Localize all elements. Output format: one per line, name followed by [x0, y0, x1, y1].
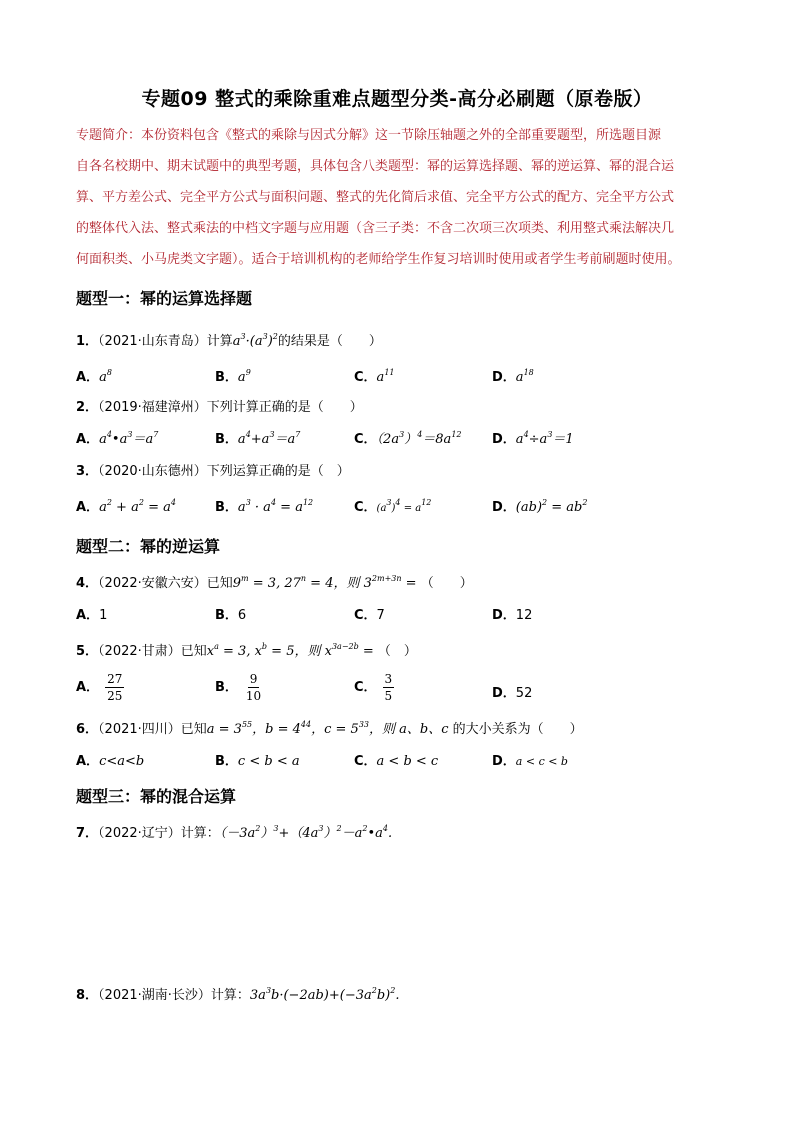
- question-formula: $(-3a^2)^3+(4a^3)^2-a^2•a^4$.: [219, 824, 393, 841]
- question-source: （2021·山东青岛）计算: [98, 334, 233, 349]
- section-heading-2: 题型二：幂的逆运算: [76, 537, 221, 556]
- question-5-options: [76, 672, 726, 708]
- option-b: B．$a^4+a^3=a^7$: [215, 430, 301, 447]
- option-d: D．12: [492, 608, 533, 623]
- question-text: （2020·山东德州）下列运算正确的是（ ）: [98, 464, 350, 479]
- question-3: 3．（2020·山东德州）下列运算正确的是（ ）: [76, 464, 350, 479]
- option-c: C． $\frac{3}{5}$: [354, 672, 393, 703]
- question-source: （2022·甘肃）已知: [98, 644, 207, 659]
- option-b: B．$a^3 \cdot a^4 = a^{12}$: [215, 498, 314, 515]
- option-a: A．$a^2 + a^2 = a^4$: [76, 498, 176, 515]
- option-a: A．$a^8$: [76, 368, 112, 385]
- option-b: B． $\frac{9}{10}$: [215, 672, 262, 703]
- question-5: 5．（2022·甘肃）已知$x^a = 3$, $x^b = 5$，则 $x^{3a-2b}$ = （ ）: [76, 642, 417, 659]
- option-d: D．a < c < b: [492, 754, 568, 769]
- option-c: C．$a^{11}$: [354, 368, 395, 385]
- section-heading-1: 题型一：幂的运算选择题: [76, 289, 253, 308]
- option-c: C．$(a^3)^4 = a^{12}$: [354, 498, 432, 515]
- option-c: C．7: [354, 608, 385, 623]
- question-number: 1．: [76, 334, 99, 349]
- question-source: （2021·四川）已知: [98, 722, 207, 737]
- intro-line: 算、平方差公式、完全平方公式与面积问题、整式的先化简后求值、完全平方公式的配方、完全平方公式: [76, 190, 675, 205]
- question-formula: $9^m = 3$, $27^n = 4$，则 $3^{2m+3n}$ =: [232, 574, 421, 591]
- intro-line: 的整体代入法、整式乘法的中档文字题与应用题（含三子类：不含二次项三次项类、利用整式乘法解决几: [76, 221, 675, 236]
- option-b: B．c < b < a: [215, 754, 300, 769]
- option-a: A．$a^4•a^3=a^7$: [76, 430, 159, 447]
- question-tail: 的大小关系为（ ）: [452, 722, 583, 737]
- option-d: D．$(ab)^2 = ab^2$: [492, 498, 588, 515]
- question-source: （2021·湖南·长沙）计算：: [98, 988, 250, 1003]
- question-tail: （ ）: [420, 576, 473, 591]
- question-1: [76, 330, 382, 349]
- option-c: C．a < b < c: [354, 754, 439, 769]
- question-formula: $a = 3^{55}$，$b = 4^{44}$，$c = 5^{33}$，则 a、b、c: [206, 720, 453, 737]
- question-source: （2022·安徽六安）已知: [98, 576, 233, 591]
- option-c: C．$(2a^3)^4=8a^{12}$: [354, 430, 462, 447]
- option-a: A． $\frac{27}{25}$: [76, 672, 123, 703]
- question-formula: $a^3\cdot(a^3)^2$: [232, 332, 278, 349]
- option-d: D．$a^{18}$: [492, 368, 534, 385]
- option-b: B．$a^9$: [215, 368, 251, 385]
- question-formula: $3a^3b\cdot(-2ab)+(-3a^2b)^2$.: [249, 986, 400, 1003]
- question-4: 4．（2022·安徽六安）已知$9^m = 3$, $27^n = 4$，则 $3^{2m+3n}$ = （ ）: [76, 574, 473, 591]
- question-7: 7．（2022·辽宁）计算：$(-3a^2)^3+(4a^3)^2-a^2•a^4$.: [76, 824, 393, 841]
- question-tail: （ ）: [377, 644, 417, 659]
- option-a: A．1: [76, 608, 108, 623]
- question-8: 8．（2021·湖南·长沙）计算：$3a^3b\cdot(-2ab)+(-3a^2b)^2$.: [76, 986, 400, 1003]
- page-title: 专题09 整式的乘除重难点题型分类-高分必刷题（原卷版）: [141, 88, 653, 110]
- option-b: B．6: [215, 608, 247, 623]
- option-d: D．$a^4\div a^3=1$: [492, 430, 574, 447]
- question-text: （2019·福建漳州）下列计算正确的是（ ）: [98, 400, 363, 415]
- option-a: A．c<a<b: [76, 754, 145, 769]
- question-tail: 的结果是（ ）: [277, 334, 382, 349]
- question-2: 2．（2019·福建漳州）下列计算正确的是（ ）: [76, 400, 363, 415]
- question-6: 6．（2021·四川）已知$a = 3^{55}$，$b = 4^{44}$，$c = 5^{33}$，则 a、b、c 的大小关系为（ ）: [76, 720, 583, 737]
- section-heading-3: 题型三：幂的混合运算: [76, 787, 237, 806]
- intro-line: 何面积类、小马虎类文字题）。适合于培训机构的老师给学生作复习培训时使用或者学生考前刷题时使用。: [76, 252, 681, 267]
- intro-paragraph: [76, 120, 720, 275]
- option-d: D．52: [492, 686, 533, 701]
- intro-line: 自各名校期中、期末试题中的典型考题，具体包含八类题型：幂的运算选择题、幂的逆运算、幂的混合运: [76, 159, 675, 174]
- question-formula: $x^a = 3$, $x^b = 5$，则 $x^{3a-2b}$ =: [206, 642, 378, 659]
- intro-line: 专题简介：本份资料包含《整式的乘除与因式分解》这一节除压轴题之外的全部重要题型，所选题目源: [76, 128, 662, 143]
- question-source: （2022·辽宁）计算：: [98, 826, 220, 841]
